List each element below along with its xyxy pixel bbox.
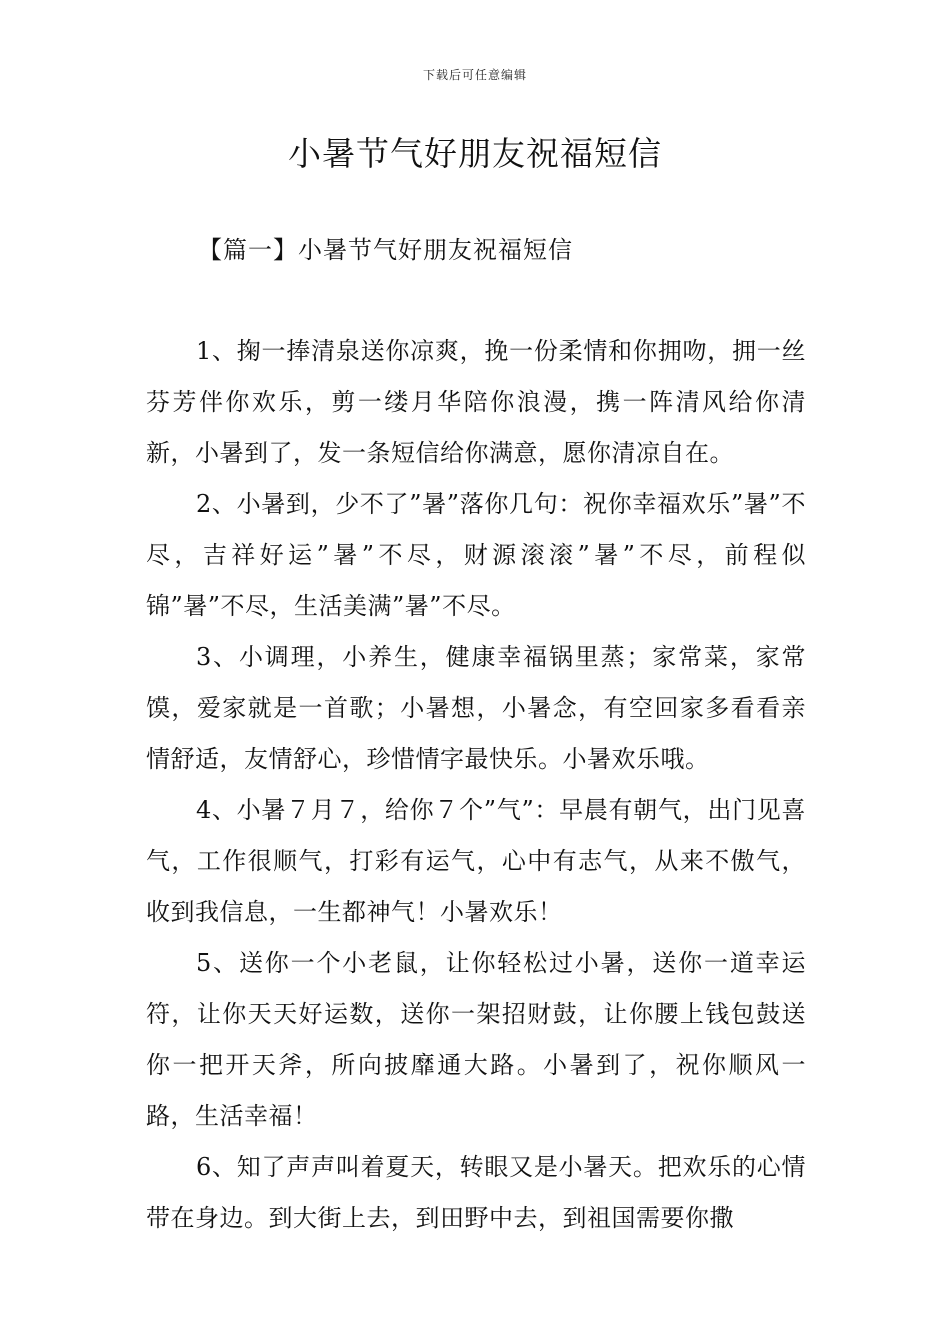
paragraph-3: 3、小调理，小养生，健康幸福锅里蒸；家常菜，家常馍，爱家就是一首歌；小暑想，小暑念，有空回家多看看亲情舒适，友情舒心，珍惜情字最快乐。小暑欢乐哦。 (146, 643, 806, 773)
paragraph-6: 6、知了声声叫着夏天，转眼又是小暑天。把欢乐的心情带在身边。到大街上去，到田野中去，到祖国需要你撒 (146, 1153, 806, 1232)
paragraph-1: 1、掬一捧清泉送你凉爽，挽一份柔情和你拥吻，拥一丝芬芳伴你欢乐，剪一缕月华陪你浪漫，携一阵清风给你清新，小暑到了，发一条短信给你满意，愿你清凉自在。 (146, 337, 806, 467)
body-text (146, 326, 806, 1244)
document-title: 小暑节气好朋友祝福短信 (288, 134, 662, 173)
header-note: 下载后可任意编辑 (422, 68, 527, 82)
paragraph-5: 5、送你一个小老鼠，让你轻松过小暑，送你一道幸运符，让你天天好运数，送你一架招财鼓，让你腰上钱包鼓送你一把开天斧，所向披靡通大路。小暑到了，祝你顺风一路，生活幸福！ (146, 949, 806, 1130)
paragraph-2: 2、小暑到，少不了”暑”落你几句：祝你幸福欢乐”暑”不尽，吉祥好运”暑”不尽，财源滚滚”暑”不尽，前程似锦”暑”不尽，生活美满”暑”不尽。 (146, 490, 806, 620)
paragraph-4: 4、小暑７月７，给你７个”气”：早晨有朝气，出门见喜气，工作很顺气，打彩有运气，心中有志气，从来不傲气，收到我信息，一生都神气！小暑欢乐！ (146, 796, 806, 926)
section-heading: 【篇一】小暑节气好朋友祝福短信 (198, 236, 573, 264)
